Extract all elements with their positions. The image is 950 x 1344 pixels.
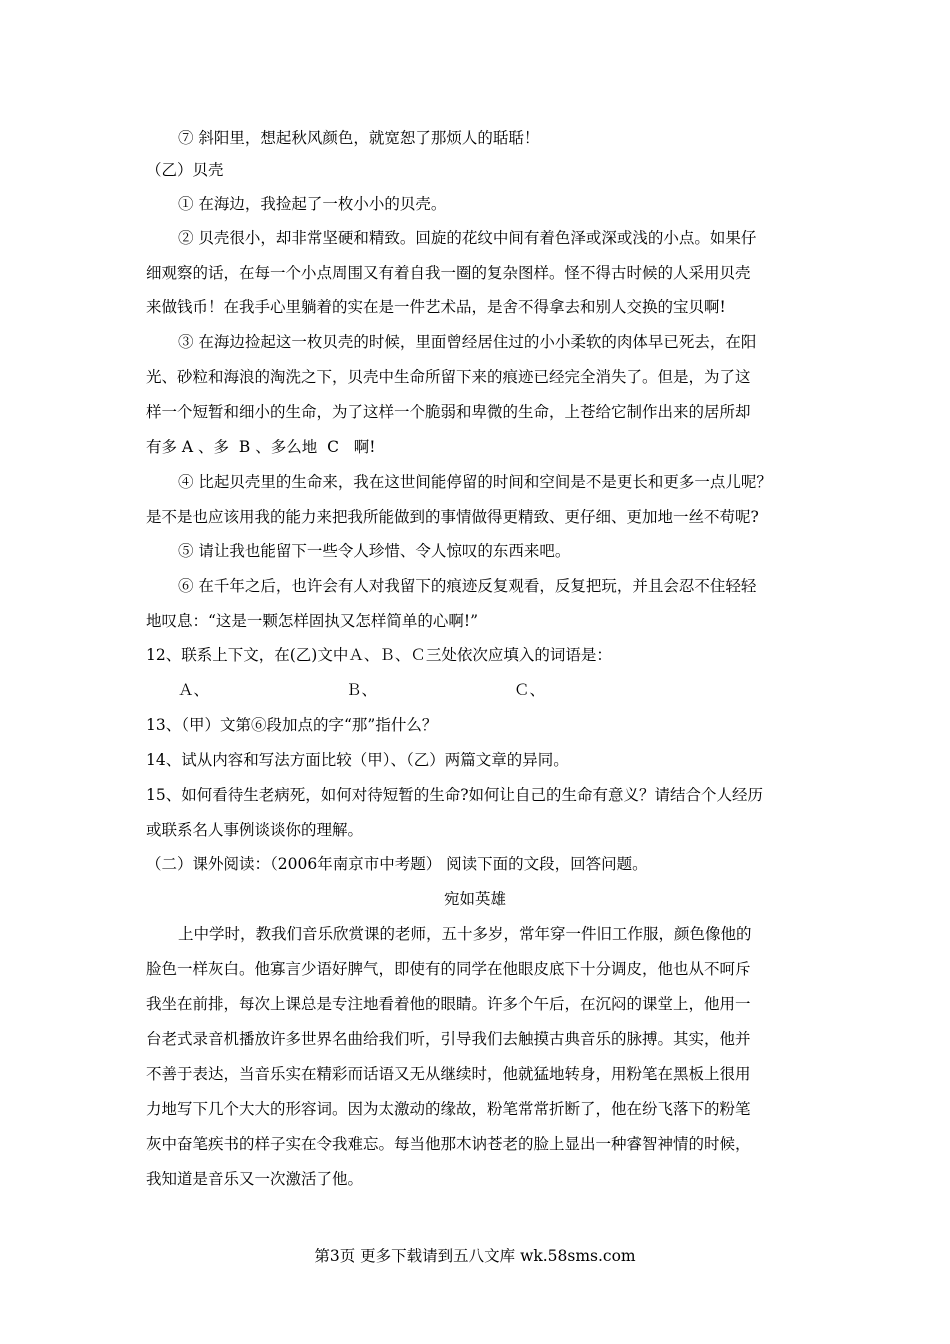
article-paragraph-line-7: 灰中奋笔疾书的样子实在令我难忘。每当他那木讷苍老的脸上显出一种睿智神情的时候， bbox=[146, 1135, 751, 1153]
article-paragraph-line-3: 我坐在前排，每次上课总是专注地看着他的眼睛。许多个午后，在沉闷的课堂上，他用一 bbox=[146, 995, 751, 1013]
question-15-line-1: 15、如何看待生老病死，如何对待短暂的生命?如何让自己的生命有意义？请结合个人经历 bbox=[146, 786, 764, 804]
passage-b-paragraph-3-line-1: ③ 在海边捡起这一枚贝壳的时候，里面曾经居住过的小小柔软的肉体早已死去，在阳 bbox=[178, 333, 757, 351]
passage-b-paragraph-2-line-2: 细观察的话，在每一个小点周围又有着自我一圈的复杂图样。怪不得古时候的人采用贝壳 bbox=[146, 264, 751, 282]
passage-b-paragraph-5: ⑤ 请让我也能留下一些令人珍惜、令人惊叹的东西来吧。 bbox=[178, 542, 571, 560]
passage-b-paragraph-3-line-3: 样一个短暂和细小的生命，为了这样一个脆弱和卑微的生命，上苍给它制作出来的居所却 bbox=[146, 403, 751, 421]
passage-b-paragraph-3-line-4: 有多 A 、多 B 、多么地 C 啊! bbox=[146, 438, 376, 456]
question-12-blank-a: Ａ、 bbox=[178, 681, 210, 699]
passage-b-paragraph-1: ① 在海边，我捡起了一枚小小的贝壳。 bbox=[178, 195, 447, 213]
article-title: 宛如英雄 bbox=[443, 890, 506, 908]
article-paragraph-line-2: 脸色一样灰白。他寡言少语好脾气，即使有的同学在他眼皮底下十分调皮，他也从不呵斥 bbox=[146, 960, 751, 978]
article-paragraph-line-4: 台老式录音机播放许多世界名曲给我们听，引导我们去触摸古典音乐的脉搏。其实，他并 bbox=[146, 1030, 751, 1048]
passage-b-paragraph-2-line-3: 来做钱币！在我手心里躺着的实在是一件艺术品，是舍不得拿去和别人交换的宝贝啊! bbox=[146, 298, 726, 316]
passage-b-paragraph-2-line-1: ② 贝壳很小，却非常坚硬和精致。回旋的花纹中间有着色泽或深或浅的小点。如果仔 bbox=[178, 229, 757, 247]
question-14: 14、试从内容和写法方面比较（甲）、（乙）两篇文章的异同。 bbox=[146, 751, 569, 769]
passage-b-paragraph-4-line-1: ④ 比起贝壳里的生命来，我在这世间能停留的时间和空间是不是更长和更多一点儿呢？ bbox=[178, 473, 772, 491]
section-2-heading: （二）课外阅读：（2006年南京市中考题） 阅读下面的文段，回答问题。 bbox=[146, 855, 648, 873]
passage-a-paragraph-7: ⑦ 斜阳里，想起秋风颜色，就宽恕了那烦人的聒聒！ bbox=[178, 129, 540, 147]
question-12-blank-c: Ｃ、 bbox=[514, 681, 546, 699]
question-15-line-2: 或联系名人事例谈谈你的理解。 bbox=[146, 821, 364, 839]
passage-b-paragraph-4-line-2: 是不是也应该用我的能力来把我所能做到的事情做得更精致、更仔细、更加地一丝不苟呢? bbox=[146, 508, 759, 526]
article-paragraph-line-6: 力地写下几个大大的形容词。因为太激动的缘故，粉笔常常折断了，他在纷飞落下的粉笔 bbox=[146, 1100, 751, 1118]
article-paragraph-line-8: 我知道是音乐又一次激活了他。 bbox=[146, 1170, 364, 1188]
passage-b-title: （乙）贝壳 bbox=[146, 161, 224, 179]
passage-b-paragraph-6-line-1: ⑥ 在千年之后，也许会有人对我留下的痕迹反复观看，反复把玩，并且会忍不住轻轻 bbox=[178, 577, 757, 595]
page-footer: 第3页 更多下载请到五八文库 wk.58sms.com bbox=[314, 1247, 636, 1265]
passage-b-paragraph-3-line-2: 光、砂粒和海浪的淘洗之下，贝壳中生命所留下来的痕迹已经完全消失了。但是，为了这 bbox=[146, 368, 751, 386]
article-paragraph-line-1: 上中学时，教我们音乐欣赏课的老师，五十多岁，常年穿一件旧工作服，颜色像他的 bbox=[178, 925, 752, 943]
question-12: 12、联系上下文，在(乙)文中Ａ、Ｂ、Ｃ三处依次应填入的词语是： bbox=[146, 646, 612, 664]
article-paragraph-line-5: 不善于表达，当音乐实在精彩而话语又无从继续时，他就猛地转身，用粉笔在黑板上很用 bbox=[146, 1065, 751, 1083]
passage-b-paragraph-6-line-2: 地叹息：“这是一颗怎样固执又怎样简单的心啊!” bbox=[146, 612, 479, 630]
question-12-blank-b: Ｂ、 bbox=[346, 681, 378, 699]
question-13: 13、（甲）文第⑥段加点的字“那”指什么？ bbox=[146, 716, 438, 734]
